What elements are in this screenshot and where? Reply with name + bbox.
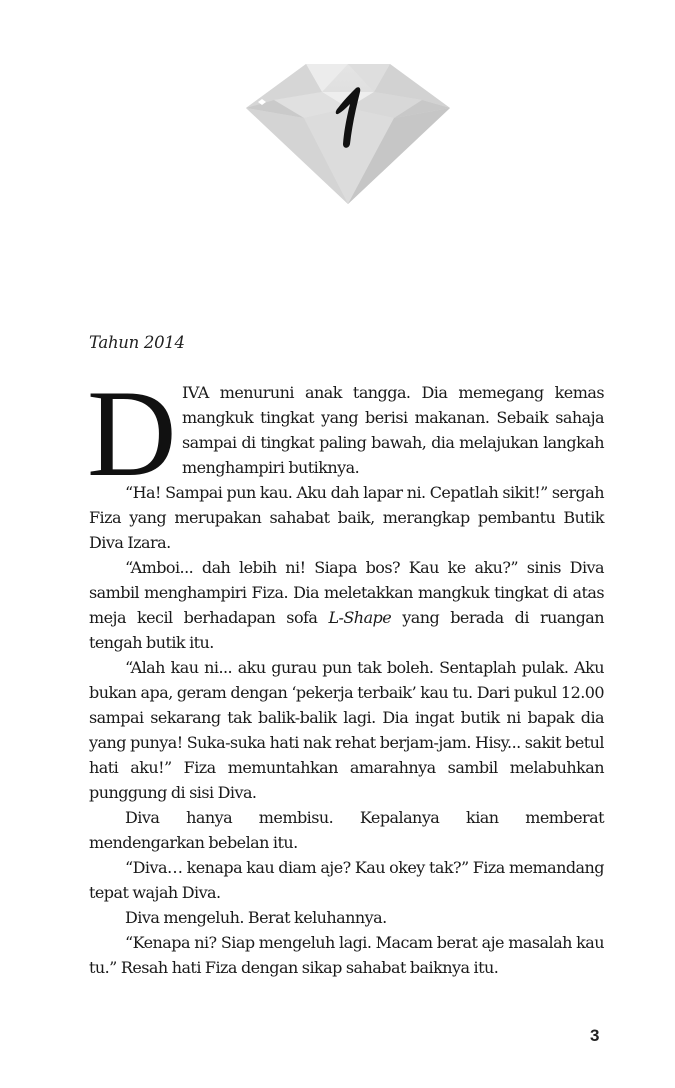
paragraph: “Alah kau ni... aku gurau pun tak boleh. Sentaplah pulak. Aku bukan apa, geram dengan ‘pekerja terbaik’ kau tu. Dari pukul 12.00 sampai sekarang tak balik-balik lagi. Dia ingat butik ni bapak dia yang punya! Suka-suka hati nak rehat berjam-jam. Hisy... sakit betul hati aku!” Fiza memuntahkan amarahnya sambil melabuhkan punggung di sisi Diva. bbox=[89, 658, 604, 802]
italic-term: L-Shape bbox=[328, 608, 392, 627]
chapter-number-text: 1 bbox=[330, 86, 331, 87]
drop-cap: D bbox=[87, 365, 176, 502]
paragraph: Diva mengeluh. Berat keluhannya. bbox=[125, 908, 387, 927]
chapter-subtitle: Tahun 2014 bbox=[89, 333, 185, 352]
paragraph: “Ha! Sampai pun kau. Aku dah lapar ni. Cepatlah sikit!” sergah Fiza yang merupakan sahabat baik, merangkap pembantu Butik Diva Izara. bbox=[89, 483, 604, 552]
paragraph: Diva hanya membisu. Kepalanya kian memberat mendengarkan bebelan itu. bbox=[89, 808, 604, 852]
chapter-number bbox=[330, 86, 364, 152]
paragraph: “Diva… kenapa kau diam aje? Kau okey tak?” Fiza memandang tepat wajah Diva. bbox=[89, 858, 604, 902]
paragraph: “Kenapa ni? Siap mengeluh lagi. Macam berat aje masalah kau tu.” Resah hati Fiza dengan sikap sahabat baiknya itu. bbox=[89, 933, 604, 977]
paragraph: DIVA menuruni anak tangga. Dia memegang kemas mangkuk tingkat yang berisi makanan. Sebaik sahaja sampai di tingkat paling bawah, dia melajukan langkah menghampiri butiknya. bbox=[87, 365, 604, 502]
paragraph: “Amboi... dah lebih ni! Siapa bos? Kau ke aku?” sinis Diva sambil menghampiri Fiza. Dia meletakkan mangkuk tingkat di atas meja kecil berhadapan sofa L-Shape yang berada di ruangan tengah butik itu. bbox=[89, 558, 604, 652]
chapter-body bbox=[87, 365, 604, 980]
page-number: 3 bbox=[590, 1026, 600, 1045]
